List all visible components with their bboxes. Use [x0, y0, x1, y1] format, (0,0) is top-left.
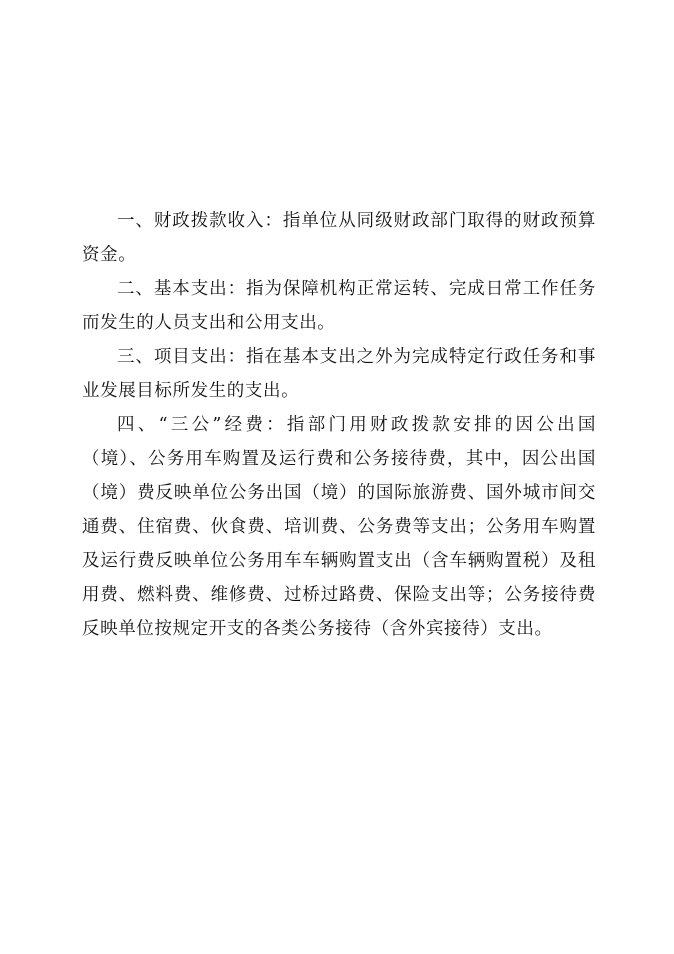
document-body [82, 204, 596, 646]
paragraph-fiscal-appropriation-income: 一、财政拨款收入：指单位从同级财政部门取得的财政预算资金。 [82, 211, 596, 265]
paragraph-basic-expenditure: 二、基本支出：指为保障机构正常运转、完成日常工作任务而发生的人员支出和公用支出。 [82, 279, 596, 333]
paragraph-project-expenditure: 三、项目支出：指在基本支出之外为完成特定行政任务和事业发展目标所发生的支出。 [82, 347, 596, 401]
paragraph-three-public-expenses: 四、“三公”经费：指部门用财政拨款安排的因公出国（境）、公务用车购置及运行费和公务接待费，其中，因公出国（境）费反映单位公务出国（境）的国际旅游费、国外城市间交通费、住宿费、伙食费、培训费、公务费等支出；公务用车购置及运行费反映单位公务用车车辆购置支出（含车辆购置税）及租用费、燃料费、维修费、过桥过路费、保险支出等；公务接待费反映单位按规定开支的各类公务接待（含外宾接待）支出。 [82, 415, 596, 639]
